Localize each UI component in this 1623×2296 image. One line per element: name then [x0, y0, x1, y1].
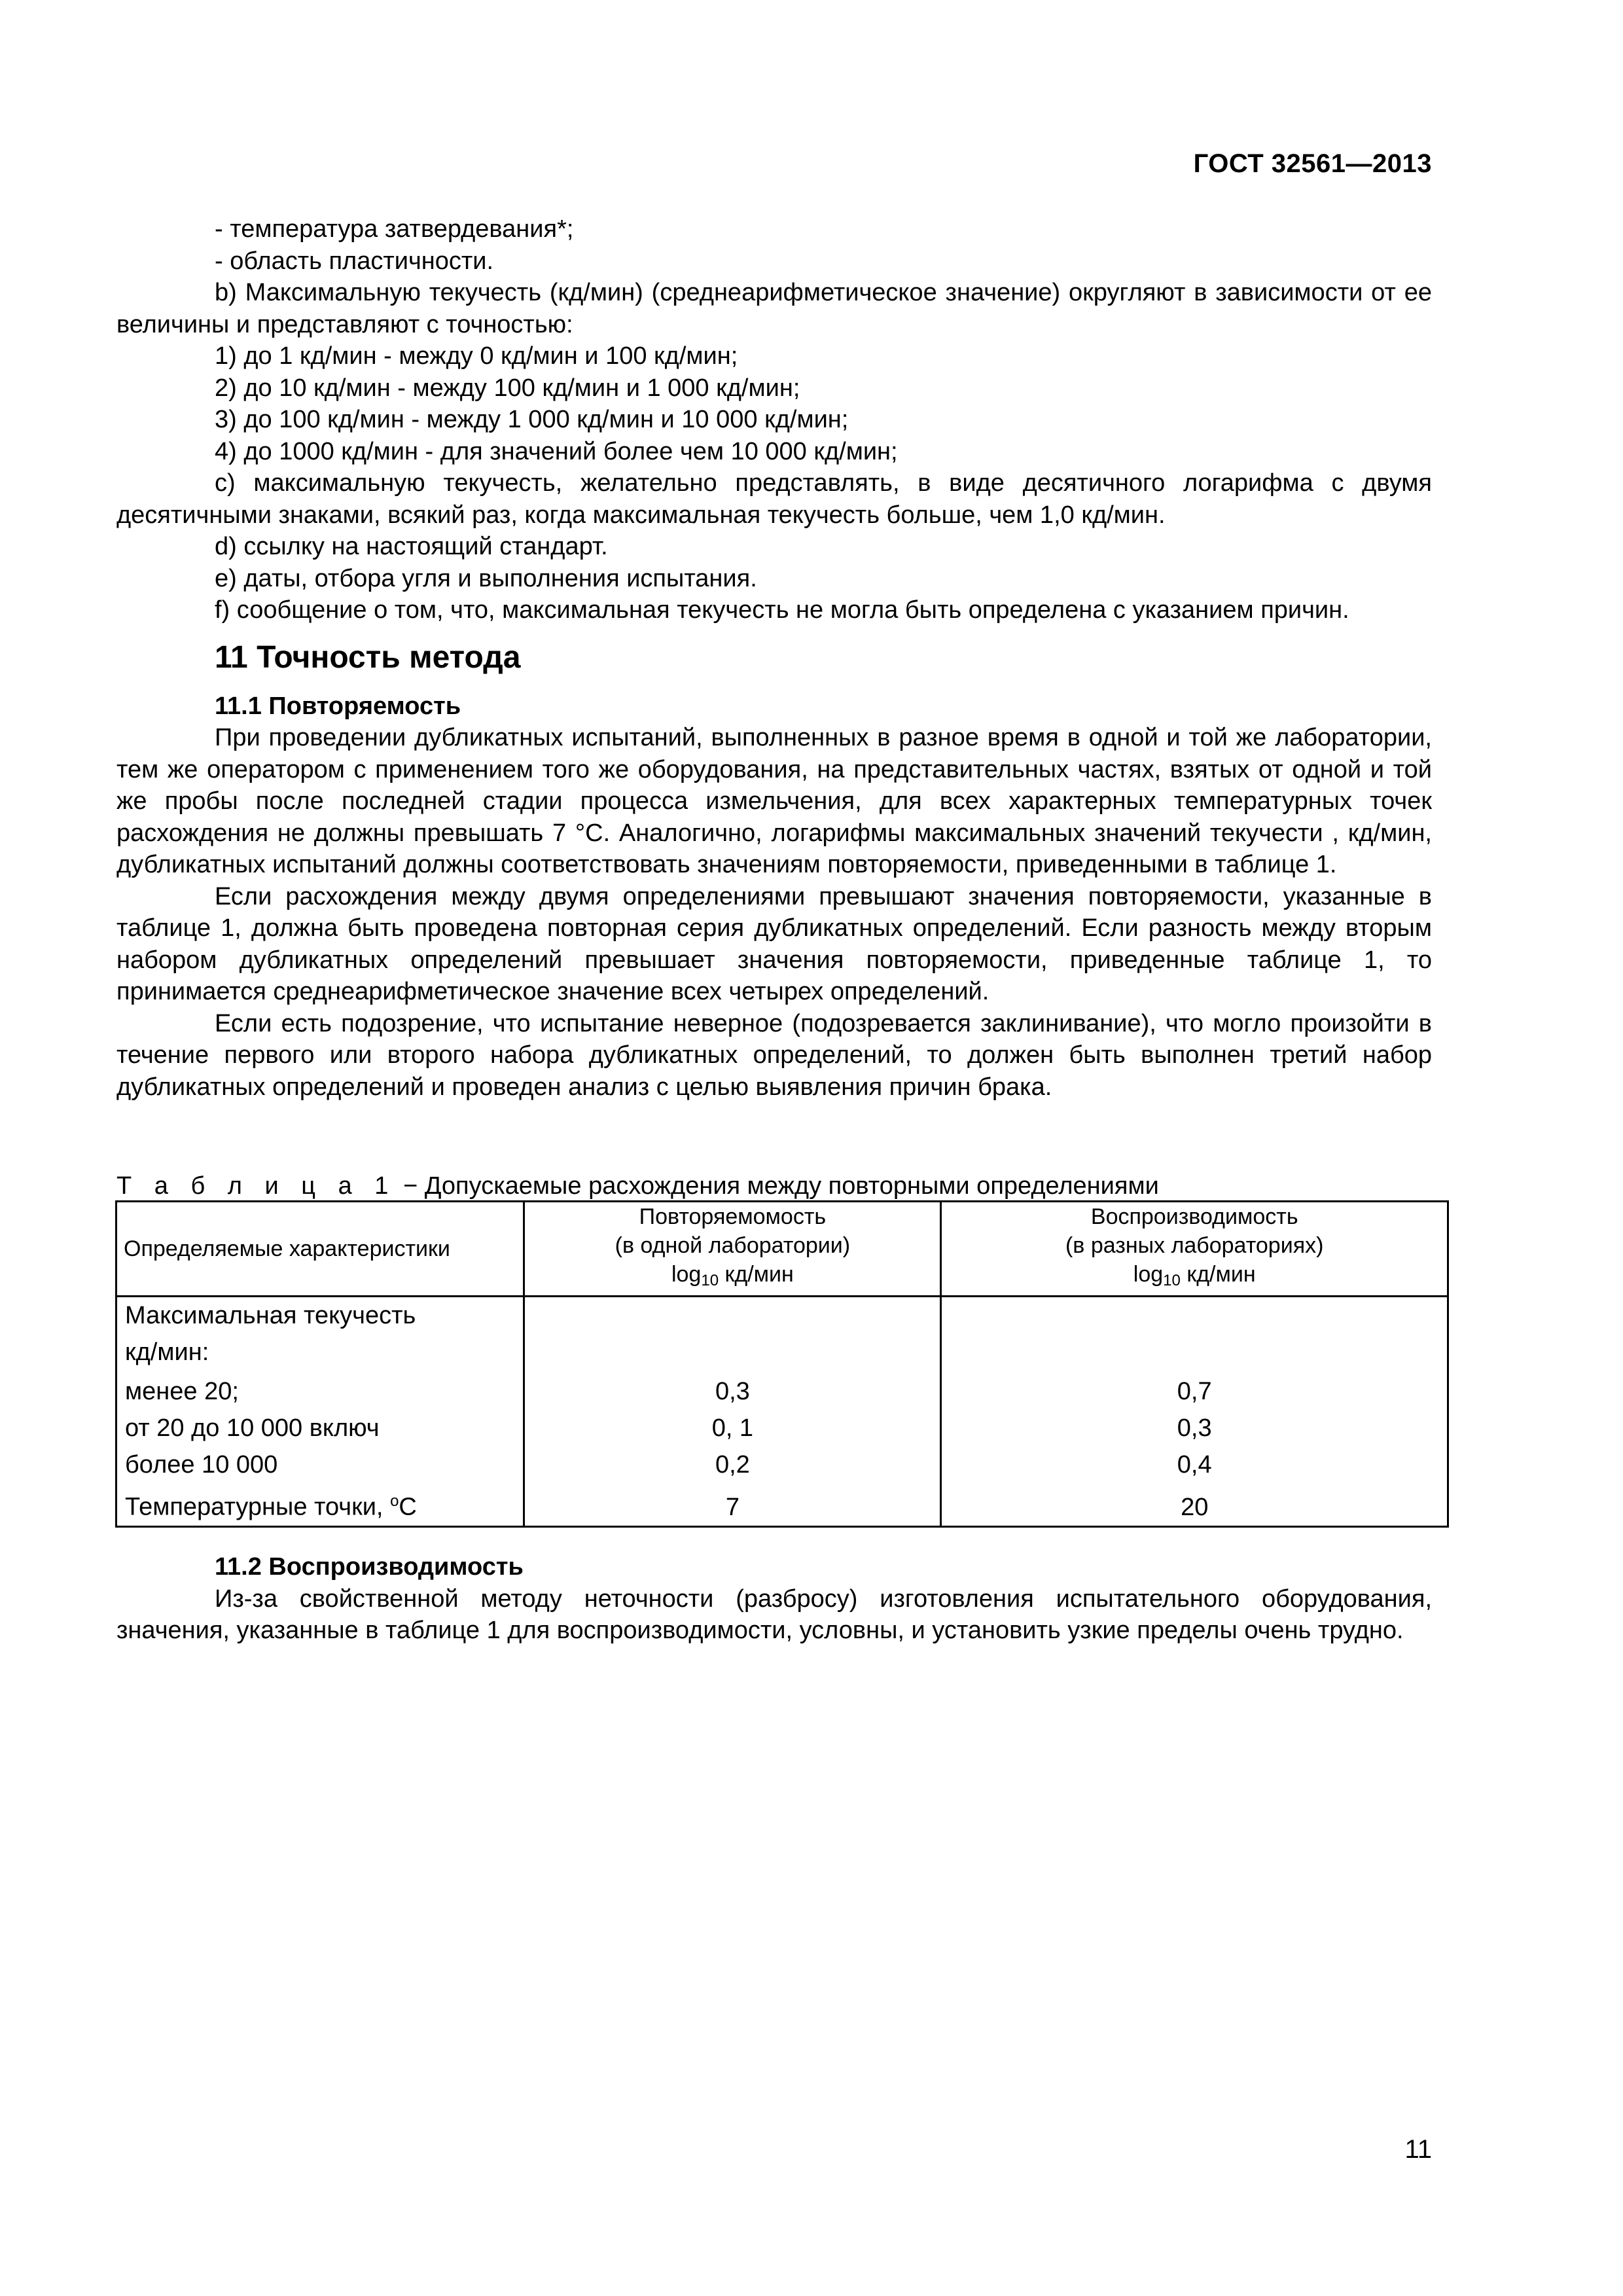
row-label: от 20 до 10 000 включ: [116, 1410, 524, 1446]
group-label: кд/мин:: [116, 1336, 524, 1373]
page-number: 11: [1404, 2135, 1432, 2164]
rounding-item: 2) до 10 кд/мин - между 100 кд/мин и 1 000 кд/мин;: [215, 374, 800, 402]
paragraph: Если расхождения между двумя определениями превышают значения повторяемости, указанные в таблице 1, должна быть проведена повторная серия дубликатных определений. Если разность между вторым набором дубликатных определений превышает значения повторяемости, приведенные таблице 1, то принимается среднеарифметическое значение всех четырех определений.: [116, 882, 1432, 1005]
paragraph-f: f) сообщение о том, что, максимальная текучесть не могла быть определена с указанием причин.: [215, 596, 1349, 624]
section-11-2: [116, 1551, 1432, 1647]
header-reproducibility: Воспроизводимость (в разных лабораториях) log10 кд/мин: [941, 1202, 1448, 1297]
section-11-heading: 11 Точность метода: [215, 639, 521, 675]
cell-repeatability: 7: [524, 1483, 941, 1526]
table-row: [116, 1336, 1448, 1373]
table-caption: [116, 1172, 1159, 1200]
table-header-row: [116, 1202, 1448, 1297]
row-label: более 10 000: [116, 1446, 524, 1483]
paragraph-e: e) даты, отбора угля и выполнения испытания.: [215, 564, 757, 592]
document-body: [116, 213, 1432, 1103]
paragraph: При проведении дубликатных испытаний, выполненных в разное время в одной и той же лаборатории, тем же оператором с применением того же оборудования, на представительных частях, взятых от одной и той же пробы после последней стадии процесса измельчения, для всех характерных температурных точек расхождения не должны превышать 7 °С. Аналогично, логарифмы максимальных значений текучести , кд/мин, дубликатных испытаний должны соответствовать значениям повторяемости, приведенными в таблице 1.: [116, 724, 1432, 878]
cell-reproducibility: 0,7: [941, 1373, 1448, 1410]
rounding-item: 4) до 1000 кд/мин - для значений более чем 10 000 кд/мин;: [215, 437, 898, 465]
table-row: [116, 1446, 1448, 1483]
group-label: Максимальная текучесть: [116, 1300, 524, 1336]
cell-reproducibility: 20: [941, 1483, 1448, 1526]
section-11-2-heading: 11.2 Воспроизводимость: [215, 1553, 524, 1581]
rounding-item: 1) до 1 кд/мин - между 0 кд/мин и 100 кд/мин;: [215, 342, 738, 370]
rounding-item: 3) до 100 кд/мин - между 1 000 кд/мин и 10 000 кд/мин;: [215, 406, 849, 433]
table-row: [116, 1300, 1448, 1336]
paragraph-c: c) максимальную текучесть, желательно представлять, в виде десятичного логарифма с двумя десятичными знаками, всякий раз, когда максимальная текучесть больше, чем 1,0 кд/мин.: [116, 469, 1432, 529]
table-caption-label: Т а б л и ц а 1: [116, 1172, 397, 1200]
table-row: [116, 1483, 1448, 1526]
row-label: Температурные точки, $^o$С: [116, 1483, 524, 1526]
header-unit: log10 кд/мин: [671, 1262, 794, 1289]
header-unit: log10 кд/мин: [1133, 1262, 1256, 1289]
table-row: [116, 1373, 1448, 1410]
list-item: - температура затвердевания*;: [215, 215, 574, 243]
row-label: менее 20;: [116, 1373, 524, 1410]
paragraph-b: b) Максимальную текучесть (кд/мин) (среднеарифметическое значение) округляют в зависимости от ее величины и представляют с точностью:: [116, 279, 1432, 338]
cell-repeatability: 0, 1: [524, 1410, 941, 1446]
table-row: [116, 1410, 1448, 1446]
table-1: [115, 1200, 1449, 1528]
cell-reproducibility: 0,4: [941, 1446, 1448, 1483]
list-item: - область пластичности.: [215, 247, 494, 275]
cell-reproducibility: 0,3: [941, 1410, 1448, 1446]
paragraph: Из-за свойственной методу неточности (разбросу) изготовления испытательного оборудования, значения, указанные в таблице 1 для воспроизводимости, условны, и установить узкие пределы очень трудно.: [116, 1585, 1432, 1644]
cell-repeatability: 0,2: [524, 1446, 941, 1483]
header-characteristics: Определяемые характеристики: [116, 1202, 524, 1297]
section-11-1-heading: 11.1 Повторяемость: [215, 692, 461, 720]
paragraph-d: d) ссылку на настоящий стандарт.: [215, 533, 608, 560]
table-caption-text: − Допускаемые расхождения между повторными определениями: [396, 1172, 1159, 1200]
paragraph: Если есть подозрение, что испытание неверное (подозревается заклинивание), что могло произойти в течение первого или второго набора дубликатных определений, то должен быть выполнен третий набор дубликатных определений и проведен анализ с целью выявления причин брака.: [116, 1009, 1432, 1101]
document-id-header: ГОСТ 32561—2013: [1193, 149, 1432, 178]
header-repeatability: Повторяемомость (в одной лаборатории) log10 кд/мин: [524, 1202, 941, 1297]
cell-repeatability: 0,3: [524, 1373, 941, 1410]
